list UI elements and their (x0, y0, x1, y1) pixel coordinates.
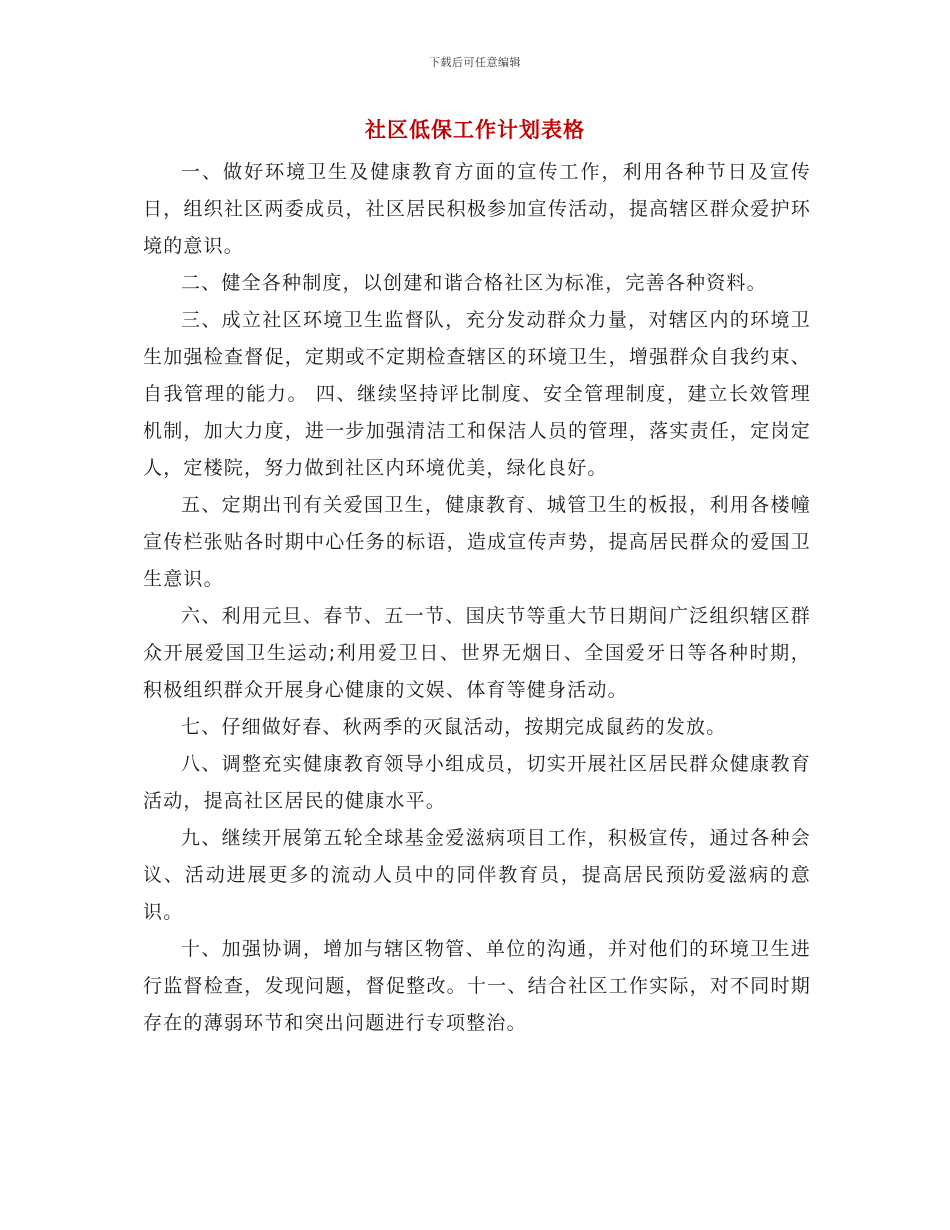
paragraph-9: 十、加强协调，增加与辖区物管、单位的沟通，并对他们的环境卫生进行监督检查，发现问题，督促整改。十一、结合社区工作实际，对不同时期存在的薄弱环节和突出问题进行专项整治。 (143, 938, 811, 1034)
paragraph-6: 七、仔细做好春、秋两季的灭鼠活动，按期完成鼠药的发放。 (181, 716, 727, 738)
paragraph-1: 一、做好环境卫生及健康教育方面的宣传工作，利用各种节日及宣传日，组织社区两委成员，社区居民积极参加宣传活动，提高辖区群众爱护环境的意识。 (143, 161, 811, 257)
paragraph-8: 九、继续开展第五轮全球基金爱滋病项目工作，积极宣传，通过各种会议、活动进展更多的流动人员中的同伴教育员，提高居民预防爱滋病的意识。 (143, 827, 811, 923)
paragraph-2: 二、健全各种制度，以创建和谐合格社区为标准，完善各种资料。 (181, 272, 767, 294)
paragraph-5: 六、利用元旦、春节、五一节、国庆节等重大节日期间广泛组织辖区群众开展爱国卫生运动;利用爱卫日、世界无烟日、全国爱牙日等各种时期，积极组织群众开展身心健康的文娱、体育等健身活动。 (143, 605, 811, 701)
document-title: 社区低保工作计划表格 (365, 118, 585, 142)
paragraph-4: 五、定期出刊有关爱国卫生，健康教育、城管卫生的板报，利用各楼幢宣传栏张贴各时期中心任务的标语，造成宣传声势，提高居民群众的爱国卫生意识。 (143, 494, 811, 590)
paragraph-7: 八、调整充实健康教育领导小组成员，切实开展社区居民群众健康教育活动，提高社区居民的健康水平。 (143, 753, 811, 812)
document-body (143, 154, 811, 1042)
paragraph-3: 三、成立社区环境卫生监督队，充分发动群众力量，对辖区内的环境卫生加强检查督促，定期或不定期检查辖区的环境卫生，增强群众自我约束、自我管理的能力。 四、继续坚持评比制度、安全管理制度，建立长效管理机制，加大力度，进一步加强清洁工和保洁人员的管理，落实责任，定岗定人，定楼院，努力做到社区内环境优美，绿化良好。 (143, 309, 811, 479)
header-note: 下载后可任意编辑 (429, 56, 521, 69)
